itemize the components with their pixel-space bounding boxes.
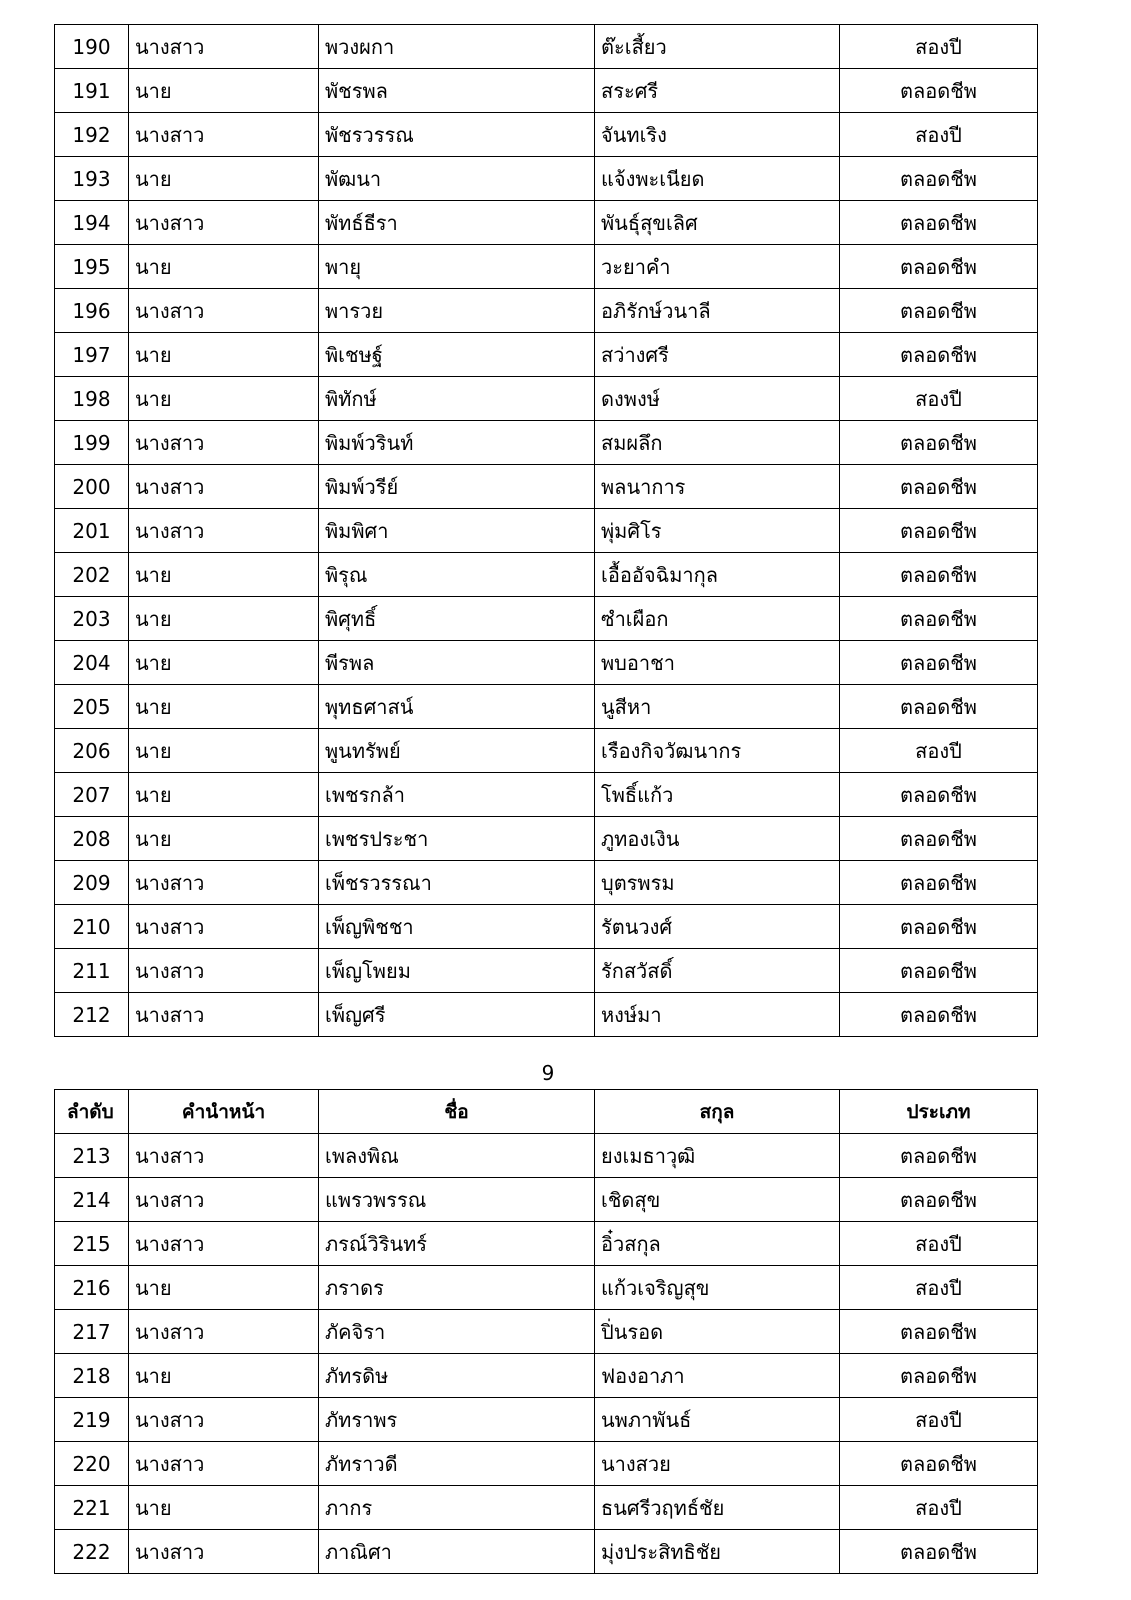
row-last-name: หงษ์มา [595,993,840,1037]
row-prefix: นางสาว [129,289,319,333]
member-table-2 [54,1089,1038,1574]
table-row [55,289,1038,333]
page-number: 9 [541,1061,555,1085]
row-number: 210 [55,905,129,949]
row-last-name: ภูทองเงิน [595,817,840,861]
table-row [55,1398,1038,1442]
table-row [55,421,1038,465]
row-type: สองปี [840,377,1038,421]
row-prefix: นาย [129,685,319,729]
header-first-name: ชื่อ [319,1090,595,1134]
row-last-name: ธนศรีวฤทธ์ชัย [595,1486,840,1530]
row-type: ตลอดชีพ [840,245,1038,289]
row-type: ตลอดชีพ [840,597,1038,641]
row-first-name: ภัทราวดี [319,1442,595,1486]
row-number: 201 [55,509,129,553]
table-row [55,773,1038,817]
table-row [55,641,1038,685]
header-last-name: สกุล [595,1090,840,1134]
table-row [55,113,1038,157]
row-type: สองปี [840,1266,1038,1310]
row-type: ตลอดชีพ [840,201,1038,245]
row-first-name: เพ็ญโพยม [319,949,595,993]
row-prefix: นาย [129,245,319,289]
row-first-name: พัทธ์ธีรา [319,201,595,245]
table-row [55,729,1038,773]
table-row [55,993,1038,1037]
row-number: 206 [55,729,129,773]
row-last-name: โพธิ์แก้ว [595,773,840,817]
row-first-name: ภัทราพร [319,1398,595,1442]
row-type: สองปี [840,1486,1038,1530]
table-row [55,817,1038,861]
row-prefix: นางสาว [129,1178,319,1222]
row-number: 204 [55,641,129,685]
row-prefix: นางสาว [129,1398,319,1442]
row-last-name: พุ่มศิโร [595,509,840,553]
row-number: 198 [55,377,129,421]
row-prefix: นางสาว [129,1222,319,1266]
row-type: ตลอดชีพ [840,905,1038,949]
row-prefix: นางสาว [129,1442,319,1486]
table-row [55,949,1038,993]
row-last-name: นูสีหา [595,685,840,729]
row-prefix: นาย [129,333,319,377]
row-first-name: พิรุณ [319,553,595,597]
row-number: 208 [55,817,129,861]
row-prefix: นาย [129,1486,319,1530]
row-first-name: เพ็ญพิชชา [319,905,595,949]
row-prefix: นาย [129,157,319,201]
row-last-name: เรืองกิจวัฒนากร [595,729,840,773]
row-prefix: นาย [129,817,319,861]
row-number: 217 [55,1310,129,1354]
row-number: 215 [55,1222,129,1266]
row-type: สองปี [840,729,1038,773]
row-last-name: เชิดสุข [595,1178,840,1222]
row-first-name: พิมพ์วรีย์ [319,465,595,509]
row-prefix: นาย [129,729,319,773]
table-row [55,1178,1038,1222]
row-prefix: นางสาว [129,993,319,1037]
row-last-name: ซำเผือก [595,597,840,641]
row-number: 192 [55,113,129,157]
row-last-name: รัตนวงศ์ [595,905,840,949]
row-type: ตลอดชีพ [840,861,1038,905]
row-last-name: พันธุ์สุขเลิศ [595,201,840,245]
row-prefix: นางสาว [129,1530,319,1574]
row-first-name: พิมพิศา [319,509,595,553]
row-number: 212 [55,993,129,1037]
row-number: 196 [55,289,129,333]
table-row [55,685,1038,729]
row-type: ตลอดชีพ [840,1354,1038,1398]
row-first-name: พายุ [319,245,595,289]
row-type: สองปี [840,1398,1038,1442]
row-type: ตลอดชีพ [840,465,1038,509]
row-number: 213 [55,1134,129,1178]
member-table-1 [54,24,1038,1037]
table-row [55,377,1038,421]
row-prefix: นางสาว [129,25,319,69]
row-last-name: เอื้ออัจฉิมากุล [595,553,840,597]
row-last-name: อภิรักษ์วนาลี [595,289,840,333]
table-row [55,1354,1038,1398]
row-first-name: พัชรวรรณ [319,113,595,157]
row-first-name: พิเชษฐ์ [319,333,595,377]
row-type: ตลอดชีพ [840,685,1038,729]
row-first-name: เพชรประชา [319,817,595,861]
row-prefix: นาย [129,553,319,597]
row-type: ตลอดชีพ [840,553,1038,597]
table-row [55,1530,1038,1574]
row-number: 199 [55,421,129,465]
row-number: 193 [55,157,129,201]
row-type: ตลอดชีพ [840,1442,1038,1486]
row-number: 214 [55,1178,129,1222]
row-last-name: ฟองอาภา [595,1354,840,1398]
row-first-name: พูนทรัพย์ [319,729,595,773]
table-row [55,1134,1038,1178]
table-row [55,905,1038,949]
row-type: ตลอดชีพ [840,1310,1038,1354]
header-order: ลำดับ [55,1090,129,1134]
row-type: ตลอดชีพ [840,333,1038,377]
row-last-name: มุ่งประสิทธิชัย [595,1530,840,1574]
row-last-name: บุตรพรม [595,861,840,905]
header-prefix: คำนำหน้า [129,1090,319,1134]
row-number: 190 [55,25,129,69]
row-type: ตลอดชีพ [840,817,1038,861]
row-number: 194 [55,201,129,245]
row-prefix: นางสาว [129,113,319,157]
row-type: ตลอดชีพ [840,993,1038,1037]
row-first-name: พัฒนา [319,157,595,201]
row-first-name: พวงผกา [319,25,595,69]
row-number: 205 [55,685,129,729]
table-row [55,465,1038,509]
row-type: ตลอดชีพ [840,509,1038,553]
row-first-name: ภาณิศา [319,1530,595,1574]
row-last-name: ต๊ะเสี้ยว [595,25,840,69]
row-number: 207 [55,773,129,817]
row-first-name: แพรวพรรณ [319,1178,595,1222]
table-row [55,201,1038,245]
row-first-name: พารวย [319,289,595,333]
table-row [55,861,1038,905]
row-first-name: ภราดร [319,1266,595,1310]
row-first-name: พุทธศาสน์ [319,685,595,729]
row-type: ตลอดชีพ [840,289,1038,333]
row-first-name: พิทักษ์ [319,377,595,421]
row-number: 200 [55,465,129,509]
row-first-name: พิศุทธิ์ [319,597,595,641]
row-type: ตลอดชีพ [840,1178,1038,1222]
row-first-name: พัชรพล [319,69,595,113]
row-first-name: พีรพล [319,641,595,685]
row-last-name: นพภาพันธ์ [595,1398,840,1442]
row-prefix: นาย [129,377,319,421]
row-last-name: แก้วเจริญสุข [595,1266,840,1310]
row-number: 218 [55,1354,129,1398]
row-type: สองปี [840,113,1038,157]
row-last-name: สว่างศรี [595,333,840,377]
row-last-name: รักสวัสดิ์ [595,949,840,993]
row-type: ตลอดชีพ [840,773,1038,817]
row-first-name: ภากร [319,1486,595,1530]
table-row [55,509,1038,553]
table-row [55,333,1038,377]
row-first-name: ภัทรดิษ [319,1354,595,1398]
row-prefix: นางสาว [129,1134,319,1178]
table-row [55,1266,1038,1310]
row-last-name: นางสวย [595,1442,840,1486]
row-last-name: พลนาการ [595,465,840,509]
row-first-name: พิมพ์วรินท์ [319,421,595,465]
row-last-name: สระศรี [595,69,840,113]
row-first-name: เพลงพิณ [319,1134,595,1178]
row-type: ตลอดชีพ [840,1530,1038,1574]
row-prefix: นาย [129,597,319,641]
row-last-name: แจ้งพะเนียด [595,157,840,201]
row-first-name: เพ็ชรวรรณา [319,861,595,905]
row-type: สองปี [840,25,1038,69]
row-number: 222 [55,1530,129,1574]
row-prefix: นางสาว [129,509,319,553]
row-type: ตลอดชีพ [840,421,1038,465]
row-number: 209 [55,861,129,905]
row-type: ตลอดชีพ [840,157,1038,201]
table-row [55,69,1038,113]
row-prefix: นาย [129,773,319,817]
row-first-name: ภัคจิรา [319,1310,595,1354]
table-row [55,245,1038,289]
row-prefix: นางสาว [129,949,319,993]
row-number: 197 [55,333,129,377]
row-number: 221 [55,1486,129,1530]
row-prefix: นาย [129,641,319,685]
row-prefix: นางสาว [129,861,319,905]
row-number: 220 [55,1442,129,1486]
row-last-name: อิ๋วสกุล [595,1222,840,1266]
table-row [55,157,1038,201]
row-number: 216 [55,1266,129,1310]
row-first-name: ภรณ์วิรินทร์ [319,1222,595,1266]
row-last-name: ยงเมธาวุฒิ [595,1134,840,1178]
row-prefix: นางสาว [129,905,319,949]
row-last-name: จันทเริง [595,113,840,157]
row-last-name: ดงพงษ์ [595,377,840,421]
table-row [55,1486,1038,1530]
row-last-name: ปิ่นรอด [595,1310,840,1354]
row-type: ตลอดชีพ [840,1134,1038,1178]
table-row [55,25,1038,69]
row-type: ตลอดชีพ [840,949,1038,993]
row-number: 195 [55,245,129,289]
row-type: ตลอดชีพ [840,641,1038,685]
table-row [55,597,1038,641]
row-number: 219 [55,1398,129,1442]
row-first-name: เพ็ญศรี [319,993,595,1037]
row-number: 202 [55,553,129,597]
row-last-name: พบอาชา [595,641,840,685]
row-prefix: นางสาว [129,421,319,465]
row-prefix: นาย [129,1354,319,1398]
row-type: ตลอดชีพ [840,69,1038,113]
row-last-name: วะยาคำ [595,245,840,289]
table-header-row [55,1090,1038,1134]
row-first-name: เพชรกล้า [319,773,595,817]
header-type: ประเภท [840,1090,1038,1134]
row-prefix: นางสาว [129,465,319,509]
row-prefix: นางสาว [129,201,319,245]
row-number: 191 [55,69,129,113]
row-type: สองปี [840,1222,1038,1266]
table-row [55,1442,1038,1486]
row-prefix: นาย [129,1266,319,1310]
table-row [55,553,1038,597]
row-last-name: สมผลึก [595,421,840,465]
row-number: 203 [55,597,129,641]
table-row [55,1310,1038,1354]
row-prefix: นางสาว [129,1310,319,1354]
table-row [55,1222,1038,1266]
row-number: 211 [55,949,129,993]
row-prefix: นาย [129,69,319,113]
